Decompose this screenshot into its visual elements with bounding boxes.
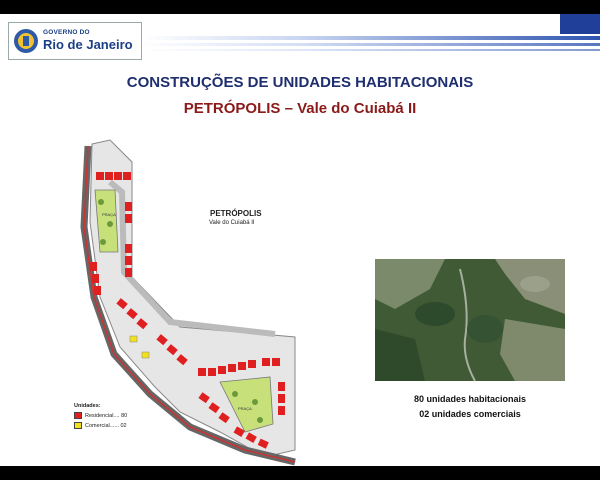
legend-label: Residencial.... 80 [85,412,128,419]
aerial-photo [375,259,565,381]
map-legend [74,403,127,432]
legend-swatch-commercial [74,422,82,429]
page-subtitle: PETRÓPOLIS – Vale do Cuiabá II [183,100,417,117]
legend-swatch-residential [74,412,82,419]
slide [0,14,600,466]
government-logo [8,22,142,60]
legend-item [74,422,127,429]
logo-line1: GOVERNO DO [43,29,90,36]
photo-caption-housing: 80 unidades habitacionais [413,394,527,404]
page-title: CONSTRUÇÕES DE UNIDADES HABITACIONAIS [126,74,474,91]
photo-caption-commercial: 02 unidades comerciais [419,409,521,419]
logo-line2: Rio de Janeiro [43,37,133,52]
coat-of-arms-icon [13,27,39,55]
map-place-label: Vale do Cuiabá II [209,220,255,226]
legend-label: Comercial...... 02 [85,422,127,429]
map-city-label: PETRÓPOLIS [210,209,262,218]
praca-label-2: PRAÇA [238,406,252,411]
legend-item [74,412,127,419]
legend-title: Unidades: [74,403,101,409]
praca-label-1: PRAÇA [102,212,116,217]
